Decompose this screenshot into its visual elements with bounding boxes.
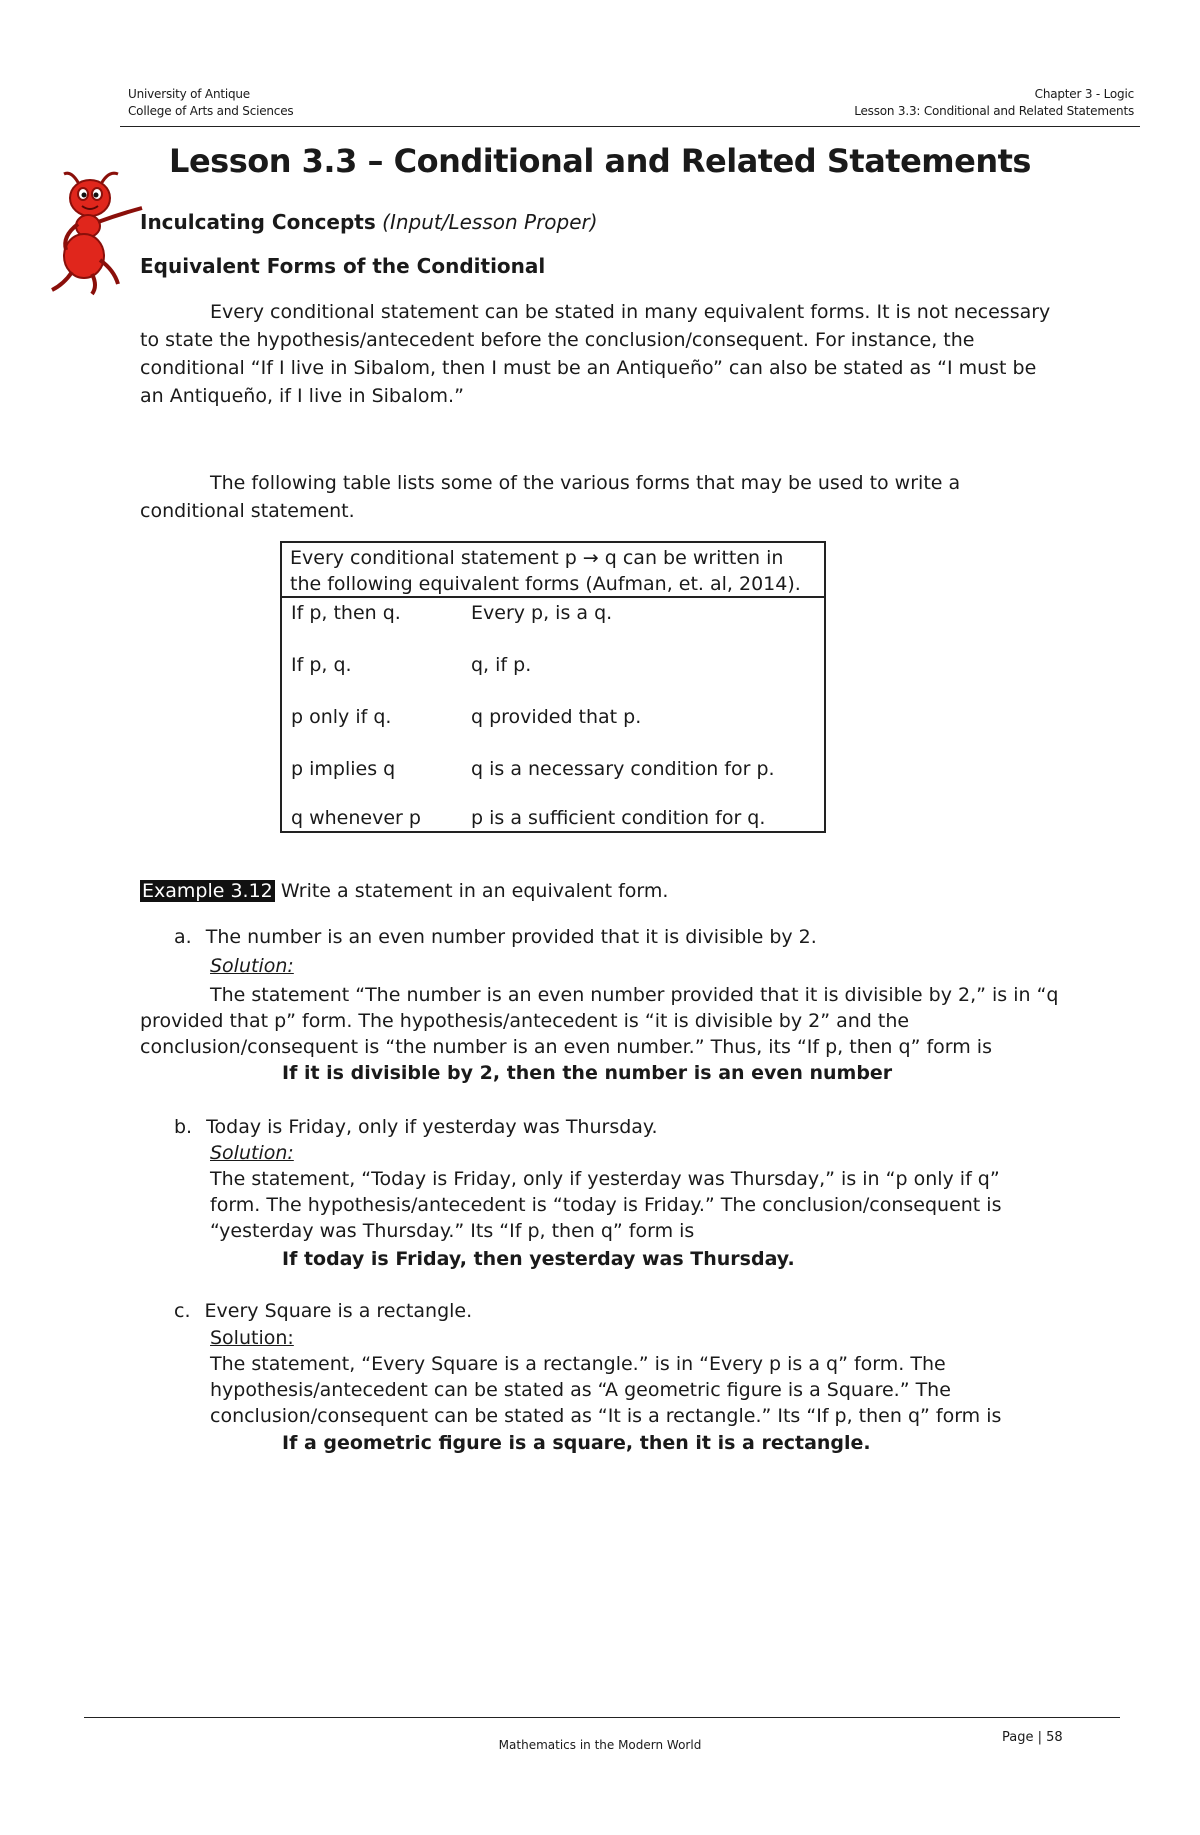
solution-line: conclusion/consequent can be stated as “It is a rectangle.” Its “If p, then q” form is (210, 1405, 1002, 1427)
section-heading-note: (Input/Lesson Proper) (382, 210, 598, 234)
intro-paragraph-text: Every conditional statement can be stated in many equivalent forms. It is not necessary to state the hypothesis/antecedent before the conclusion/consequent. For instance, the conditional “If I live in Sibalom, then I must be an Antiqueño” can also be stated as “I must be an Antiqueño, if I live in Sibalom.” (140, 301, 1051, 407)
footer-divider (84, 1717, 1120, 1718)
example-item-c (174, 1298, 472, 1324)
table-intro-text: The following table lists some of the various forms that may be used to write a conditional statement. (140, 472, 961, 522)
header-divider (120, 126, 1140, 127)
solution-line: form. The hypothesis/antecedent is “today is Friday.” The conclusion/consequent is (210, 1194, 1002, 1216)
item-text: The number is an even number provided that it is divisible by 2. (205, 926, 817, 948)
table-row (291, 756, 821, 782)
solution-line: The statement, “Every Square is a rectangle.” is in “Every p is a q” form. The (210, 1353, 946, 1375)
table-cell: q provided that p. (471, 706, 642, 728)
table-intro-paragraph (140, 469, 1060, 525)
table-cell: q is a necessary condition for p. (471, 758, 775, 780)
header-right (854, 86, 1134, 120)
solution-label: Solution: (210, 955, 294, 977)
table-cell: Every p, is a q. (471, 602, 613, 624)
example-badge: Example 3.12 (142, 880, 273, 902)
table-cell: If p, q. (291, 654, 352, 676)
page-number: Page | 58 (1002, 1730, 1063, 1745)
table-cell: If p, then q. (291, 602, 401, 624)
solution-answer: If a geometric figure is a square, then it is a rectangle. (282, 1432, 871, 1454)
solution-answer: If it is divisible by 2, then the number is an even number (282, 1062, 893, 1084)
solution-line: The statement, “Today is Friday, only if yesterday was Thursday,” is in “p only if q” (210, 1168, 1000, 1190)
section-heading-label: Inculcating Concepts (140, 210, 376, 234)
example-prompt: Write a statement in an equivalent form. (280, 880, 669, 902)
item-marker: a. (174, 926, 192, 948)
table-header (282, 543, 826, 598)
table-cell: p is a sufficient condition for q. (471, 807, 766, 829)
solution-line: conclusion/consequent is “the number is an even number.” Thus, its “If p, then q” form is (140, 1036, 992, 1058)
chapter-title: Chapter 3 - Logic (1034, 87, 1134, 101)
table-cell: p only if q. (291, 706, 392, 728)
table-row (291, 652, 821, 678)
table-cell: p implies q (291, 758, 396, 780)
table-cell: q whenever p (291, 807, 421, 829)
example-item-a (174, 924, 817, 950)
table-header-line: Every conditional statement p → q can be written in (290, 547, 784, 569)
table-row (291, 805, 821, 831)
header-left (128, 86, 293, 120)
solution-line: “yesterday was Thursday.” Its “If p, then q” form is (210, 1220, 695, 1242)
lesson-subtitle: Lesson 3.3: Conditional and Related Statements (854, 104, 1134, 118)
solution-label: Solution: (210, 1142, 294, 1164)
table-cell: q, if p. (471, 654, 532, 676)
table-header-line: the following equivalent forms (Aufman, et. al, 2014). (290, 573, 801, 595)
section-heading (140, 210, 598, 234)
solution-label: Solution: (210, 1327, 294, 1349)
university-name: University of Antique (128, 87, 250, 101)
equivalent-forms-table (280, 541, 826, 833)
solution-line: The statement “The number is an even number provided that it is divisible by 2,” is in “q (210, 984, 1059, 1006)
ant-mascot-icon (42, 164, 152, 296)
solution-line: provided that p” form. The hypothesis/antecedent is “it is divisible by 2” and the (140, 1010, 910, 1032)
solution-answer: If today is Friday, then yesterday was Thursday. (282, 1248, 795, 1270)
item-marker: c. (174, 1300, 191, 1322)
item-text: Today is Friday, only if yesterday was Thursday. (206, 1116, 658, 1138)
item-text: Every Square is a rectangle. (204, 1300, 473, 1322)
item-marker: b. (174, 1116, 193, 1138)
table-row (291, 600, 821, 626)
table-row (291, 704, 821, 730)
college-name: College of Arts and Sciences (128, 104, 294, 118)
example-item-b (174, 1114, 658, 1140)
intro-paragraph (140, 298, 1060, 410)
solution-line: hypothesis/antecedent can be stated as “A geometric figure is a Square.” The (210, 1379, 951, 1401)
example-heading (140, 880, 668, 902)
footer-course: Mathematics in the Modern World (498, 1738, 702, 1752)
subheading: Equivalent Forms of the Conditional (140, 254, 546, 278)
page-title: Lesson 3.3 – Conditional and Related Statements (169, 142, 1031, 180)
